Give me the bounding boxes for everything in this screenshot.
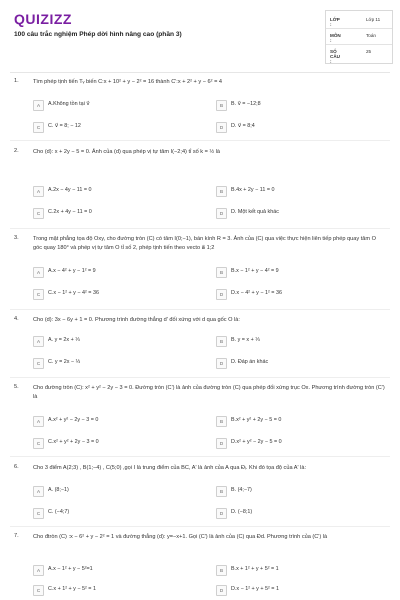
option-text: B.x − 1² + y − 4² = 9 xyxy=(231,268,279,274)
option-b[interactable] xyxy=(216,100,381,112)
option-d[interactable] xyxy=(216,438,381,450)
option-letter: B xyxy=(216,100,227,111)
question-separator xyxy=(10,140,390,141)
option-letter: B xyxy=(216,486,227,497)
option-letter: B xyxy=(216,186,227,197)
option-a[interactable] xyxy=(33,565,198,577)
option-text: B.4x + 2y − 11 = 0 xyxy=(231,187,275,193)
option-text: C.x² + y² + 2y − 3 = 0 xyxy=(48,439,99,445)
quizizz-logo: QUIZIZZ xyxy=(14,11,72,27)
question-number: 4. xyxy=(14,316,19,322)
question-separator xyxy=(10,309,390,310)
option-text: A.x − 4² + y − 1² = 9 xyxy=(48,268,96,274)
option-text: D.x² + y² − 2y − 5 = 0 xyxy=(231,439,282,445)
option-text: C.x − 1² + y − 4² = 36 xyxy=(48,290,99,296)
question-separator xyxy=(10,228,390,229)
info-value: Toán xyxy=(366,33,376,38)
option-letter: D xyxy=(216,208,227,219)
option-b[interactable] xyxy=(216,416,381,428)
option-letter: B xyxy=(216,565,227,576)
option-text: B. y = x + ⅓ xyxy=(231,337,260,343)
option-letter: A xyxy=(33,267,44,278)
option-d[interactable] xyxy=(216,289,381,301)
option-letter: C xyxy=(33,122,44,133)
option-text: B. v⃗ = −12;8 xyxy=(231,101,261,107)
option-letter: C xyxy=(33,358,44,369)
option-text: D.x − 1² + y + 5² = 1 xyxy=(231,586,279,592)
option-letter: D xyxy=(216,122,227,133)
document-title: 100 câu trắc nghiệm Phép dời hình nâng cao (phần 3) xyxy=(14,31,182,38)
info-value: Lớp 11 xyxy=(366,17,381,22)
option-letter: D xyxy=(216,358,227,369)
option-text: A.2x − 4y − 11 = 0 xyxy=(48,187,92,193)
option-c[interactable] xyxy=(33,358,198,370)
option-text: A. y = 2x + ⅓ xyxy=(48,337,80,343)
question-text: Cho (d): 3x − 6y + 1 = 0. Phương trình đường thẳng d' đối xứng với d qua gốc O là: xyxy=(33,317,240,323)
question-number: 2. xyxy=(14,148,19,154)
option-letter: D xyxy=(216,289,227,300)
option-c[interactable] xyxy=(33,122,198,134)
question-separator xyxy=(10,377,390,378)
option-text: C. (−4;7) xyxy=(48,509,70,515)
info-label: SỐ CÂU : xyxy=(330,49,340,64)
option-letter: A xyxy=(33,186,44,197)
info-label: LỚP : xyxy=(330,17,340,27)
option-text: B.x² + y² + 2y − 5 = 0 xyxy=(231,417,282,423)
option-text: B. (4;−7) xyxy=(231,487,252,493)
option-letter: D xyxy=(216,438,227,449)
option-c[interactable] xyxy=(33,208,198,220)
question-text: Cho đường tròn (C): x² + y² − 2y − 3 = 0. Đường tròn (C') là ảnh của đường tròn (C) qua phép đối xứng trục Ox. Phương trình đường tròn (C') là xyxy=(33,385,385,400)
option-letter: C xyxy=(33,208,44,219)
info-label: MÔN : xyxy=(330,33,341,43)
option-a[interactable] xyxy=(33,336,198,348)
question-text: Tìm phép tịnh tiến Tᵥ biến C:x + 10² + y − 2² = 16 thành C':x + 2² + y − 6² = 4 xyxy=(33,79,223,85)
option-b[interactable] xyxy=(216,336,381,348)
question-text: Cho đtròn (C) :x − 6² + y − 2² = 1 và đường thẳng (d): y=−x+1. Gọi (C') là ảnh của (C) qua Đd. Phương trình của (C') là xyxy=(33,534,328,540)
option-b[interactable] xyxy=(216,267,381,279)
option-text: C. y = 2x − ⅓ xyxy=(48,359,81,365)
question-number: 5. xyxy=(14,384,19,390)
question-text: Cho 3 điểm A(2;3) , B(1;−4) , C(5;0) ,gọi I là trung điểm của BC, A' là ảnh của A qua Đᵢ. Khi đó tọa độ của A' là: xyxy=(33,465,307,471)
option-d[interactable] xyxy=(216,208,381,220)
option-b[interactable] xyxy=(216,565,381,577)
option-text: A. (8;−1) xyxy=(48,487,69,493)
option-text: D. (−8;1) xyxy=(231,509,253,515)
option-letter: B xyxy=(216,416,227,427)
option-letter: A xyxy=(33,565,44,576)
option-letter: B xyxy=(216,267,227,278)
question-number: 6. xyxy=(14,464,19,470)
option-text: C.x + 1² + y − 5² = 1 xyxy=(48,586,96,592)
document-header xyxy=(0,0,400,70)
option-text: D. Đáp án khác xyxy=(231,359,269,365)
option-d[interactable] xyxy=(216,122,381,134)
option-letter: A xyxy=(33,486,44,497)
option-letter: D xyxy=(216,585,227,596)
option-text: C. v⃗ = 8; − 12 xyxy=(48,123,81,129)
info-box xyxy=(325,10,393,64)
option-a[interactable] xyxy=(33,186,198,198)
question-separator xyxy=(10,526,390,527)
option-letter: D xyxy=(216,508,227,519)
option-d[interactable] xyxy=(216,358,381,370)
option-text: D. Một kết quả khác xyxy=(231,209,279,215)
option-c[interactable] xyxy=(33,289,198,301)
option-text: A.Không tồn tại v⃗ xyxy=(48,101,90,107)
option-text: B.x + 1² + y + 5² = 1 xyxy=(231,566,279,572)
question-number: 7. xyxy=(14,533,19,539)
question-text: Trong mặt phẳng tọa độ Oxy, cho đường tròn (C) có tâm I(0;−1), bán kính R = 3. Ảnh của (C) qua việc thực hiện liên tiếp phép quay tâm O góc quay 180° và phép vị tự tâm O tỉ số 2, phép tịnh tiến theo vecto a⃗ 1;2 xyxy=(33,236,376,251)
option-c[interactable] xyxy=(33,585,198,597)
option-c[interactable] xyxy=(33,438,198,450)
option-letter: C xyxy=(33,585,44,596)
option-letter: C xyxy=(33,438,44,449)
question-separator xyxy=(10,456,390,457)
option-letter: C xyxy=(33,508,44,519)
option-letter: A xyxy=(33,336,44,347)
option-text: A.x − 1² + y − 5²=1 xyxy=(48,566,93,572)
question-number: 3. xyxy=(14,235,19,241)
option-b[interactable] xyxy=(216,186,381,198)
option-letter: C xyxy=(33,289,44,300)
option-text: D. v⃗ = 8;4 xyxy=(231,123,255,129)
option-d[interactable] xyxy=(216,585,381,597)
option-a[interactable] xyxy=(33,267,198,279)
header-divider xyxy=(10,72,390,73)
option-a[interactable] xyxy=(33,100,198,112)
option-a[interactable] xyxy=(33,486,198,498)
question-text: Cho (d): x + 2y − 5 = 0. Ảnh của (d) qua phép vị tự tâm I(−2;4) tỉ số k = ½ là xyxy=(33,149,221,155)
option-letter: A xyxy=(33,100,44,111)
info-value: 25 xyxy=(366,49,372,54)
option-c[interactable] xyxy=(33,508,198,520)
option-text: C.2x + 4y − 11 = 0 xyxy=(48,209,92,215)
option-d[interactable] xyxy=(216,508,381,520)
option-a[interactable] xyxy=(33,416,198,428)
option-letter: A xyxy=(33,416,44,427)
option-text: A.x² + y² − 2y − 3 = 0 xyxy=(48,417,99,423)
question-number: 1. xyxy=(14,78,19,84)
option-letter: B xyxy=(216,336,227,347)
option-b[interactable] xyxy=(216,486,381,498)
option-text: D.x − 4² + y − 1² = 36 xyxy=(231,290,282,296)
